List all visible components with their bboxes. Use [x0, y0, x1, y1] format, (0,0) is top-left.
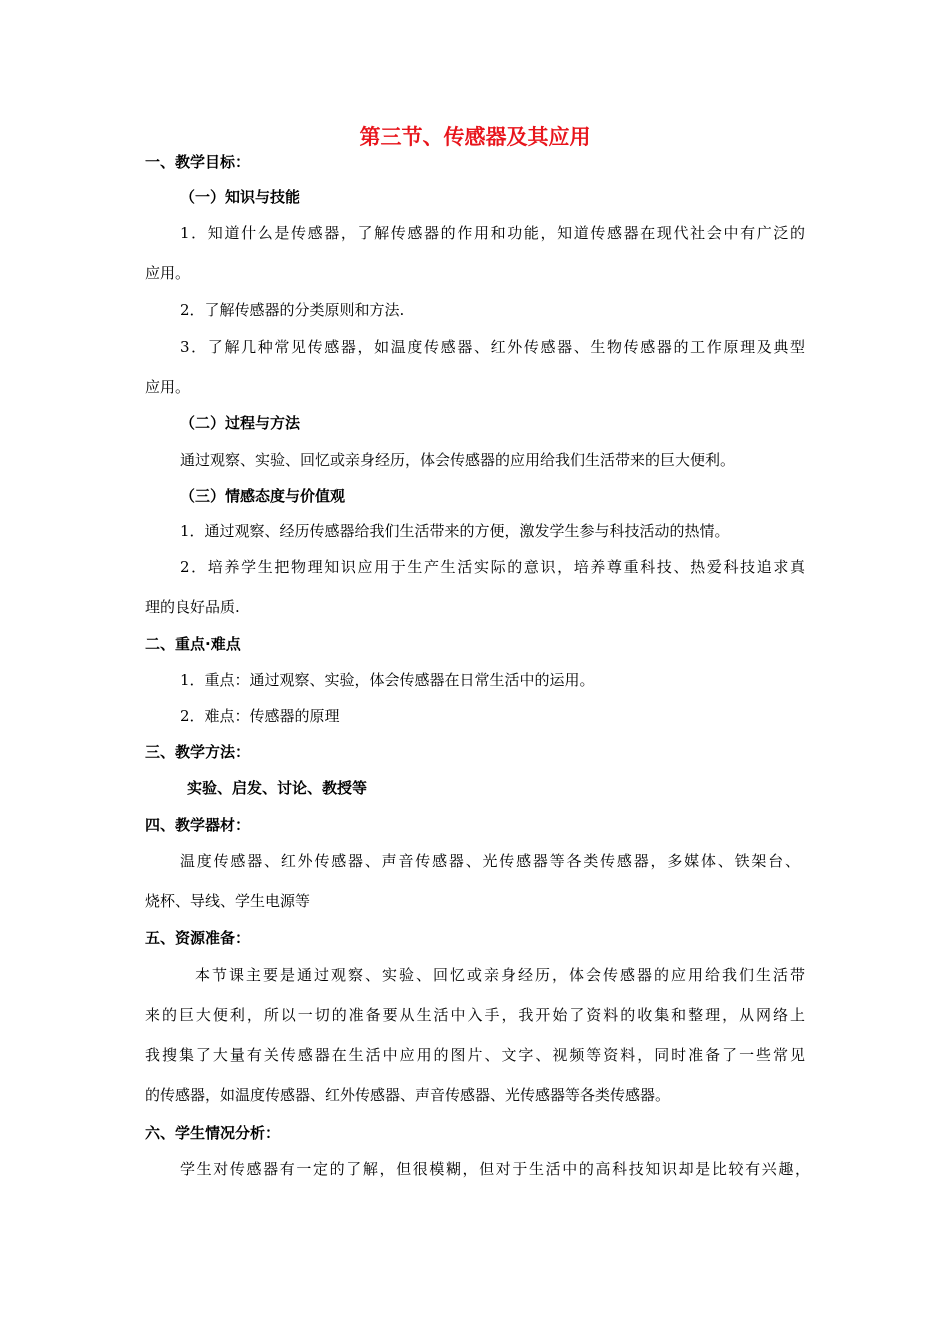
paragraph-line: 1．通过观察、经历传感器给我们生活带来的方便，激发学生参与科技活动的热情。: [180, 522, 730, 540]
section-heading-equipment: 四、教学器材：: [145, 816, 251, 834]
section-heading-teaching-methods: 三、教学方法：: [145, 743, 251, 761]
section-heading-key-points: 二、重点·难点: [145, 635, 241, 653]
paragraph-line: 实验、启发、讨论、教授等: [187, 779, 368, 797]
paragraph-line: 应用。: [145, 264, 191, 282]
page-title: 第三节、传感器及其应用: [359, 125, 591, 149]
paragraph-line: 通过观察、实验、回忆或亲身经历，体会传感器的应用给我们生活带来的巨大便利。: [180, 451, 736, 469]
paragraph-line: 学生对传感器有一定的了解，但很模糊，但对于生活中的高科技知识却是比较有兴趣，: [180, 1160, 810, 1178]
paragraph-line: 本节课主要是通过观察、实验、回忆或亲身经历，体会传感器的应用给我们生活带: [195, 966, 805, 984]
paragraph-line: 温度传感器、红外传感器、声音传感器、光传感器等各类传感器，多媒体、铁架台、: [180, 852, 800, 870]
paragraph-line: 2．了解传感器的分类原则和方法.: [180, 301, 405, 319]
paragraph-line: 烧杯、导线、学生电源等: [145, 892, 311, 910]
paragraph-line: 3．了解几种常见传感器，如温度传感器、红外传感器、生物传感器的工作原理及典型: [180, 338, 805, 356]
paragraph-line: 1．知道什么是传感器，了解传感器的作用和功能，知道传感器在现代社会中有广泛的: [180, 224, 805, 242]
subheading-process-methods: （二）过程与方法: [180, 414, 301, 432]
paragraph-line: 应用。: [145, 378, 191, 396]
paragraph-line: 1．重点：通过观察、实验，体会传感器在日常生活中的运用。: [180, 671, 595, 689]
subheading-knowledge-skills: （一）知识与技能: [180, 188, 301, 206]
section-heading-resources: 五、资源准备：: [145, 929, 251, 947]
section-heading-student-analysis: 六、学生情况分析：: [145, 1124, 281, 1142]
paragraph-line: 2．培养学生把物理知识应用于生产生活实际的意识，培养尊重科技、热爱科技追求真: [180, 558, 805, 576]
subheading-emotion-values: （三）情感态度与价值观: [180, 487, 346, 505]
paragraph-line: 我搜集了大量有关传感器在生活中应用的图片、文字、视频等资料，同时准备了一些常见: [145, 1046, 805, 1064]
paragraph-line: 2．难点：传感器的原理: [180, 707, 340, 725]
paragraph-line: 的传感器，如温度传感器、红外传感器、声音传感器、光传感器等各类传感器。: [145, 1086, 671, 1104]
section-heading-teaching-goals: 一、教学目标：: [145, 153, 251, 171]
paragraph-line: 理的良好品质.: [145, 598, 240, 616]
paragraph-line: 来的巨大便利，所以一切的准备要从生活中入手，我开始了资料的收集和整理，从网络上: [145, 1006, 805, 1024]
